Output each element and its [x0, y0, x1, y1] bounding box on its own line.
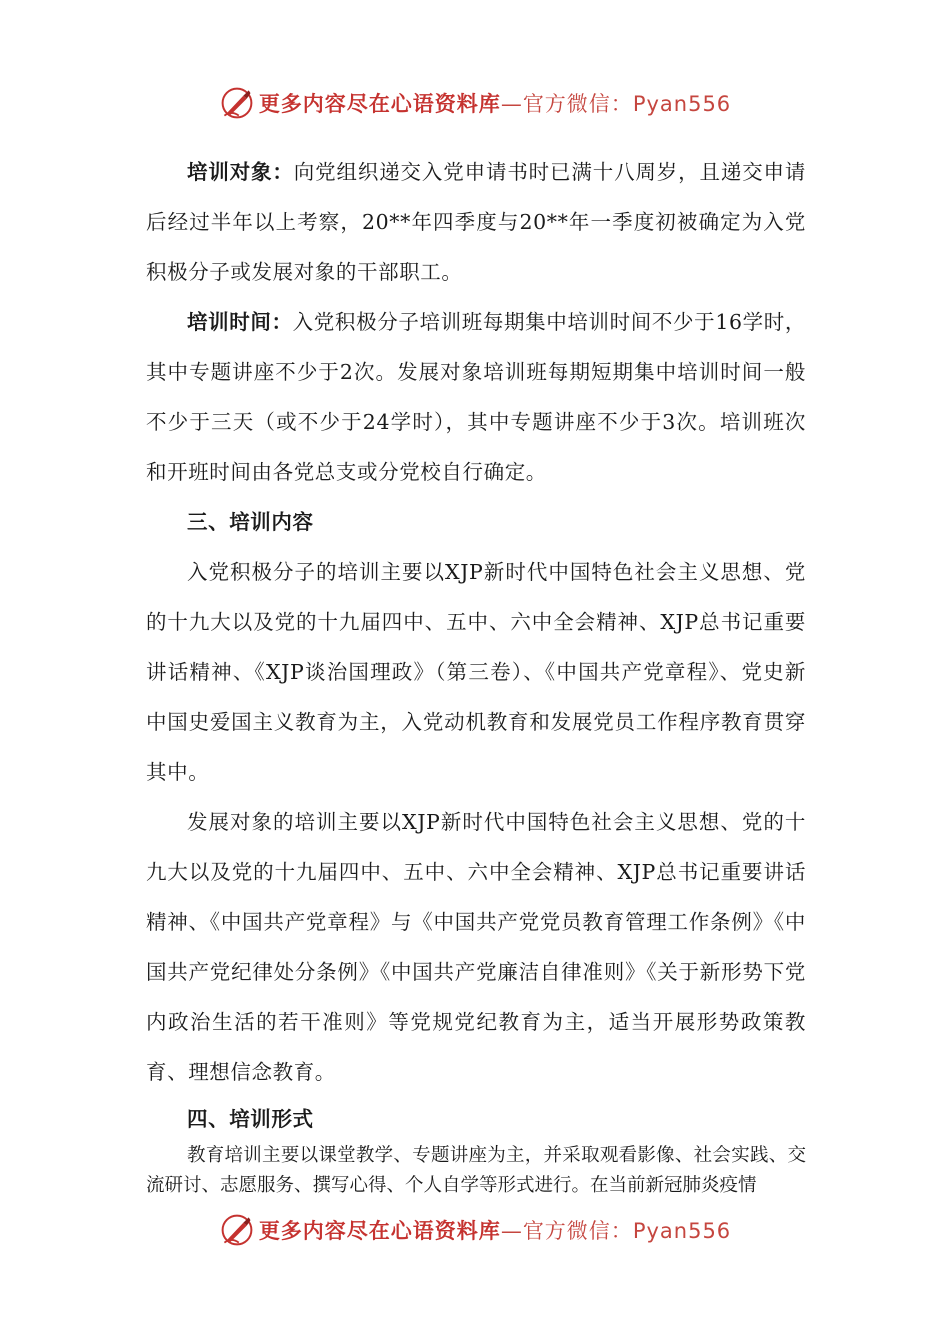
paragraph-training-target: 培训对象：向党组织递交入党申请书时已满十八周岁，且递交申请后经过半年以上考察，20**年四季度与20**年一季度初被确定为入党积极分子或发展对象的干部职工。: [146, 160, 807, 284]
label-training-time: 培训时间：: [187, 310, 293, 334]
paragraph-activist-training: 入党积极分子的培训主要以XJP新时代中国特色社会主义思想、党的十九大以及党的十九届四中、五中、六中全会精神、XJP总书记重要讲话精神、《XJP谈治国理政》（第三卷）、《中国共产党章程》、党史新中国史爱国主义教育为主，入党动机教育和发展党员工作程序教育贯穿其中。: [146, 560, 806, 784]
watermark-banner-top: [0, 83, 950, 123]
paragraph-training-form: 教育培训主要以课堂教学、专题讲座为主，并采取观看影像、社会实践、交流研讨、志愿服务、撰写心得、个人自学等形式进行。在当前新冠肺炎疫情: [146, 1145, 806, 1196]
pen-logo-icon: [219, 1212, 255, 1248]
watermark-banner-bottom: [0, 1210, 950, 1250]
heading-training-content: 三、培训内容: [187, 510, 314, 534]
pen-logo-icon: [219, 85, 255, 121]
watermark-text: 更多内容尽在心语资料库—官方微信：Pyan556: [258, 1218, 732, 1243]
heading-training-form: 四、培训形式: [187, 1107, 314, 1131]
label-training-target: 培训对象：: [187, 160, 294, 184]
paragraph-candidate-training: 发展对象的培训主要以XJP新时代中国特色社会主义思想、党的十九大以及党的十九届四中、五中、六中全会精神、XJP总书记重要讲话精神、《中国共产党章程》与《中国共产党党员教育管理工作条例》《中国共产党纪律处分条例》《中国共产党廉洁自律准则》《关于新形势下党内政治生活的若干准则》等党规党纪教育为主，适当开展形势政策教育、理想信念教育。: [146, 810, 806, 1084]
document-body: [146, 147, 806, 1201]
watermark-text: 更多内容尽在心语资料库—官方微信：Pyan556: [258, 91, 732, 116]
paragraph-training-time: 培训时间：入党积极分子培训班每期集中培训时间不少于16学时，其中专题讲座不少于2次。发展对象培训班每期短期集中培训时间一般不少于三天（或不少于24学时），其中专题讲座不少于3次。培训班次和开班时间由各党总支或分党校自行确定。: [146, 310, 807, 484]
